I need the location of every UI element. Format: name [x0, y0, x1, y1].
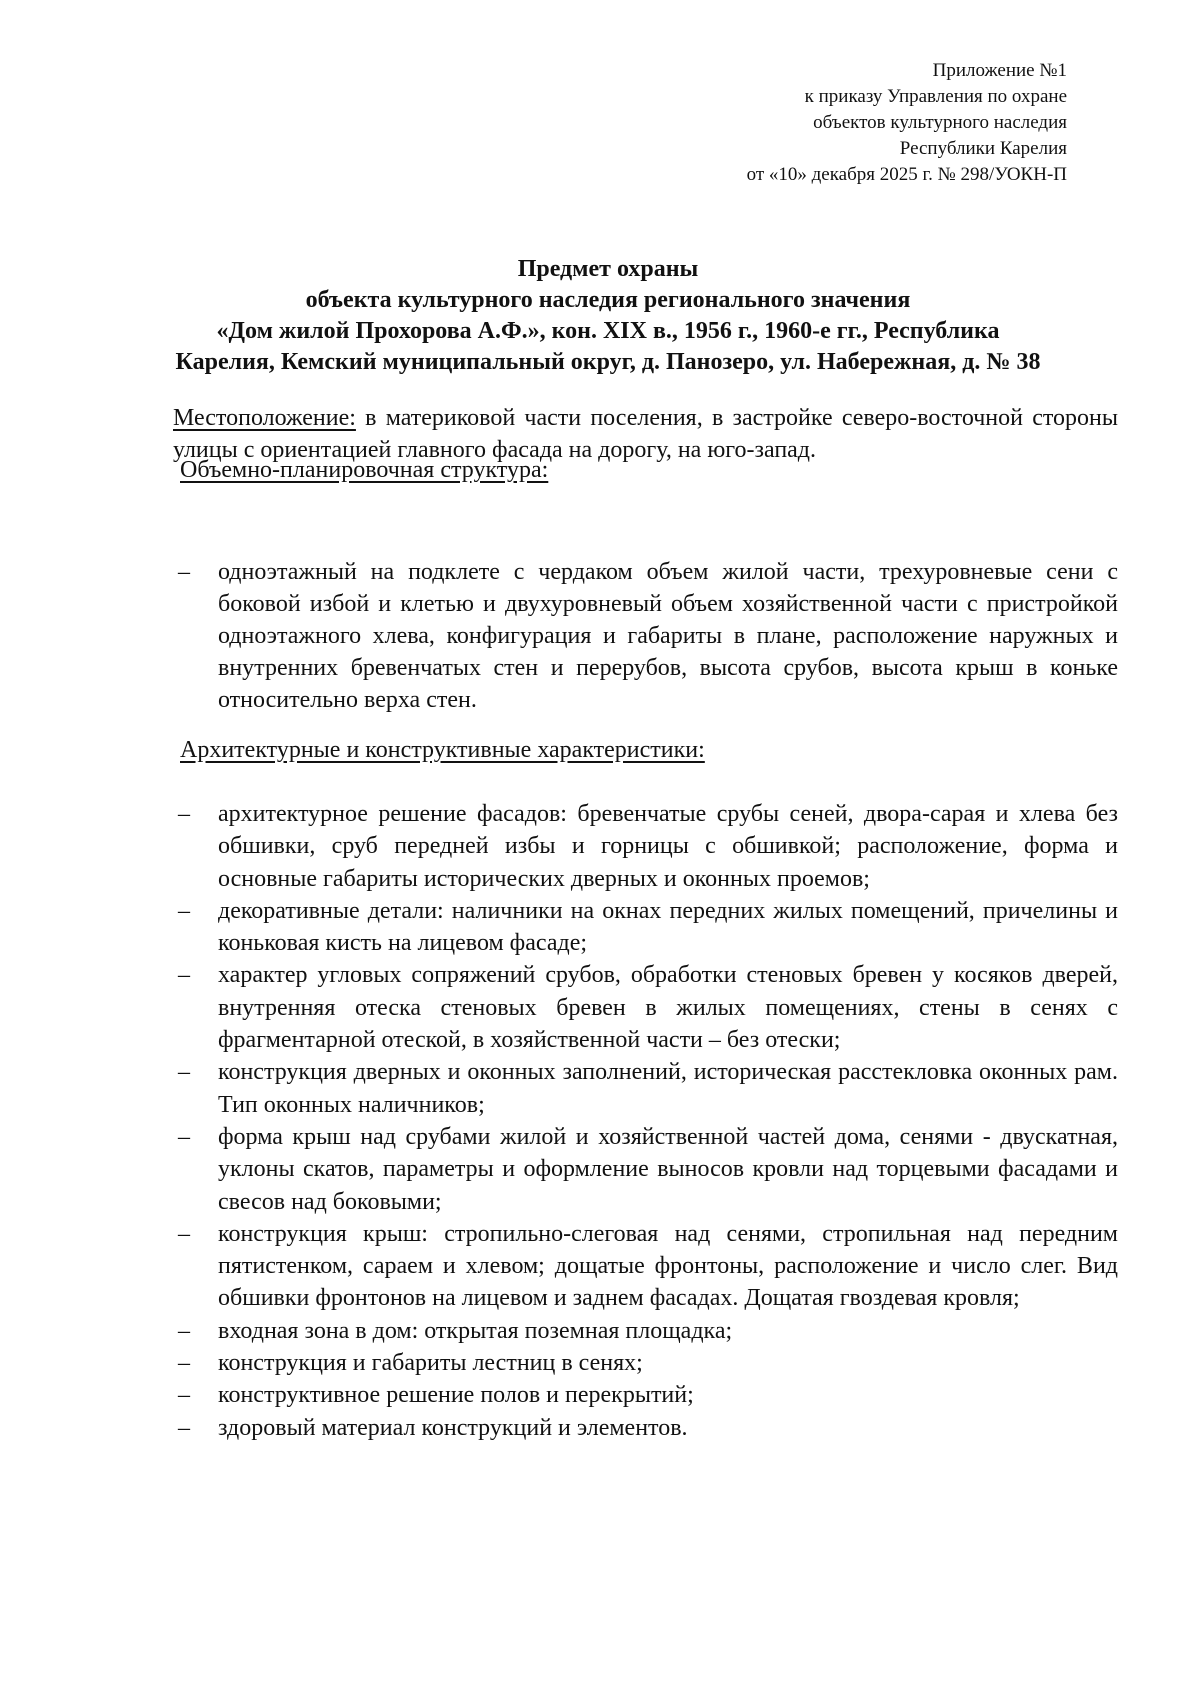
volume-heading: Объемно-планировочная структура:	[180, 457, 549, 483]
list-item	[178, 556, 1118, 716]
list-item-text: одноэтажный на подклете с чердаком объем жилой части, трехуровневые сени с боковой избой и клетью и двухуровневый объем хозяйственной части с пристройкой одноэтажного хлева, конфигурация и габариты в плане, расположение наружных и внутренних бревенчатых стен и перерубов, высота срубов, высота крыш в коньке относительно верха стен.	[218, 559, 1118, 713]
title-line: объекта культурного наследия регионального значения	[305, 287, 911, 313]
list-item-text: здоровый материал конструкций и элементов.	[218, 1414, 688, 1441]
list-item	[178, 1121, 1118, 1218]
list-item	[178, 1056, 1118, 1121]
list-item	[178, 798, 1118, 895]
list-item	[178, 1315, 1118, 1347]
appendix-line: объектов культурного наследия	[813, 112, 1067, 133]
dash-marker: –	[178, 1123, 190, 1150]
dash-marker: –	[178, 1414, 190, 1441]
list-item-text: декоративные детали: наличники на окнах передних жилых помещений, причелины и коньковая кисть на лицевом фасаде;	[218, 897, 1118, 957]
dash-marker: –	[178, 559, 190, 585]
volume-list	[178, 556, 1118, 716]
document-title	[148, 254, 1068, 378]
appendix-line: Республики Карелия	[899, 138, 1067, 159]
dash-marker: –	[178, 897, 190, 924]
title-line: Карелия, Кемский муниципальный округ, д. Панозеро, ул. Набережная, д. № 38	[175, 349, 1041, 375]
list-item	[178, 895, 1118, 960]
title-line: «Дом жилой Прохорова А.Ф.», кон. XIX в., 1956 г., 1960-е гг., Республика	[216, 318, 1000, 344]
dash-marker: –	[178, 1317, 190, 1344]
dash-marker: –	[178, 962, 190, 989]
location-text: в материковой части поселения, в застройке северо-восточной стороны улицы с ориентацией главного фасада на дорогу, на юго-запад.	[173, 405, 1118, 463]
list-item	[178, 1347, 1118, 1379]
list-item-text: характер угловых сопряжений срубов, обработки стеновых бревен у косяков дверей, внутренняя отеска стеновых бревен в жилых помещениях, стены в сенях с фрагментарной отеской, в хозяйственной части – без отески;	[218, 962, 1118, 1054]
list-item	[178, 1379, 1118, 1411]
list-item	[178, 959, 1118, 1056]
list-item-text: форма крыш над срубами жилой и хозяйственной частей дома, сенями - двускатная, уклоны скатов, параметры и оформление выносов кровли над торцевыми фасадами и свесов над боковыми;	[218, 1123, 1118, 1215]
architecture-heading: Архитектурные и конструктивные характеристики:	[180, 737, 705, 763]
location-label: Местоположение:	[173, 405, 356, 431]
appendix-line: Приложение №1	[932, 60, 1067, 81]
list-item	[178, 1218, 1118, 1315]
dash-marker: –	[178, 1382, 190, 1409]
appendix-line: к приказу Управления по охране	[804, 86, 1067, 107]
appendix-line: от «10» декабря 2025 г. № 298/УОКН-П	[746, 164, 1067, 185]
appendix-block	[747, 58, 1067, 188]
list-item-text: конструкция и габариты лестниц в сенях;	[218, 1350, 643, 1377]
dash-marker: –	[178, 1350, 190, 1377]
list-item-text: конструкция дверных и оконных заполнений, историческая расстекловка оконных рам. Тип оконных наличников;	[218, 1059, 1118, 1118]
architecture-list	[178, 798, 1118, 1444]
title-line: Предмет охраны	[517, 256, 699, 282]
list-item-text: конструктивное решение полов и перекрытий;	[218, 1382, 694, 1409]
dash-marker: –	[178, 1220, 190, 1247]
list-item	[178, 1412, 1118, 1444]
list-item-text: архитектурное решение фасадов: бревенчатые срубы сеней, двора-сарая и хлева без обшивки, сруб передней избы и горницы с обшивкой; расположение, форма и основные габариты исторических дверных и оконных проемов;	[218, 801, 1118, 892]
dash-marker: –	[178, 801, 190, 827]
list-item-text: входная зона в дом: открытая поземная площадка;	[218, 1317, 733, 1344]
list-item-text: конструкция крыш: стропильно-слеговая над сенями, стропильная над передним пятистенком, сараем и хлевом; дощатые фронтоны, расположение и число слег. Вид обшивки фронтонов на лицевом и заднем фасадах. Дощатая гвоздевая кровля;	[218, 1220, 1118, 1312]
dash-marker: –	[178, 1059, 190, 1086]
